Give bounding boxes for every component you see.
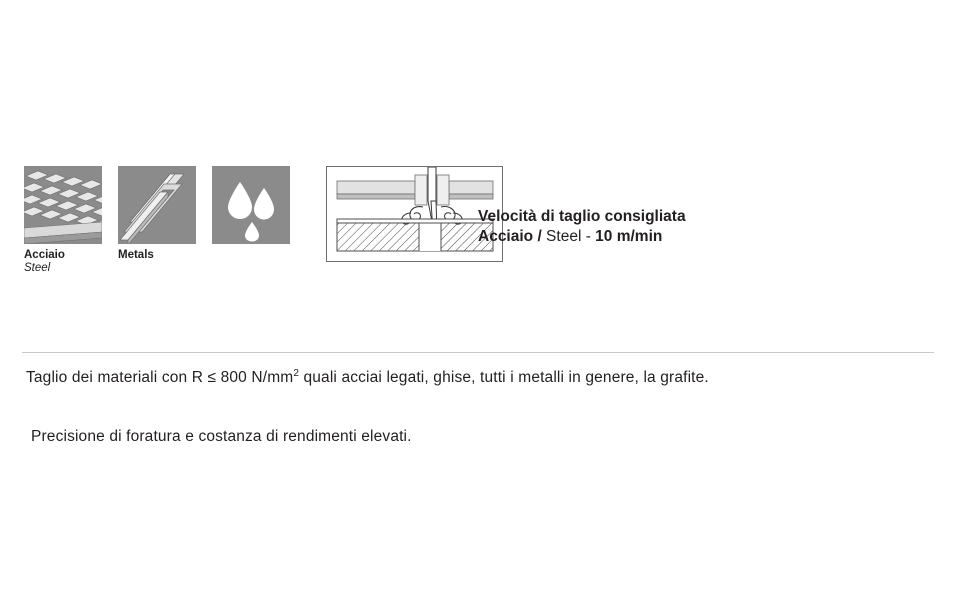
icon-block-metals (118, 166, 196, 262)
icon-block-coolant (212, 166, 290, 244)
description-paragraph-1-superscript: 2 (293, 368, 300, 379)
cutting-speed-material-it: Acciaio / (478, 228, 542, 245)
description-paragraph-1-a: Taglio dei materiali con R ≤ 800 N/mm (26, 369, 294, 387)
section-divider (22, 352, 934, 353)
cutting-speed-value (478, 227, 686, 247)
metals-profiles-icon (118, 166, 196, 244)
icon-caption-steel (24, 249, 102, 274)
cutting-speed-text (478, 207, 686, 247)
icon-caption-metals-main: Metals (118, 249, 154, 261)
description-paragraph-1-b: quali acciai legati, ghise, tutti i metalli in genere, la grafite. (299, 369, 709, 387)
icon-row (24, 166, 503, 274)
cutting-speed-title: Velocità di taglio consigliata (478, 208, 686, 225)
cutting-speed-number: 10 m/min (595, 228, 663, 245)
icon-caption-metals (118, 249, 196, 262)
icon-caption-steel-main: Acciaio (24, 249, 65, 261)
steel-mesh-icon (24, 166, 102, 244)
description-paragraph-1 (26, 368, 709, 387)
icon-caption-steel-sub: Steel (24, 261, 51, 274)
description-paragraph-2: Precisione di foratura e costanza di rendimenti elevati. (31, 428, 412, 445)
cutting-diagram (326, 166, 503, 262)
icon-block-steel (24, 166, 102, 274)
cutting-speed-material-en: Steel - (541, 228, 596, 245)
coolant-drops-icon (212, 166, 290, 244)
